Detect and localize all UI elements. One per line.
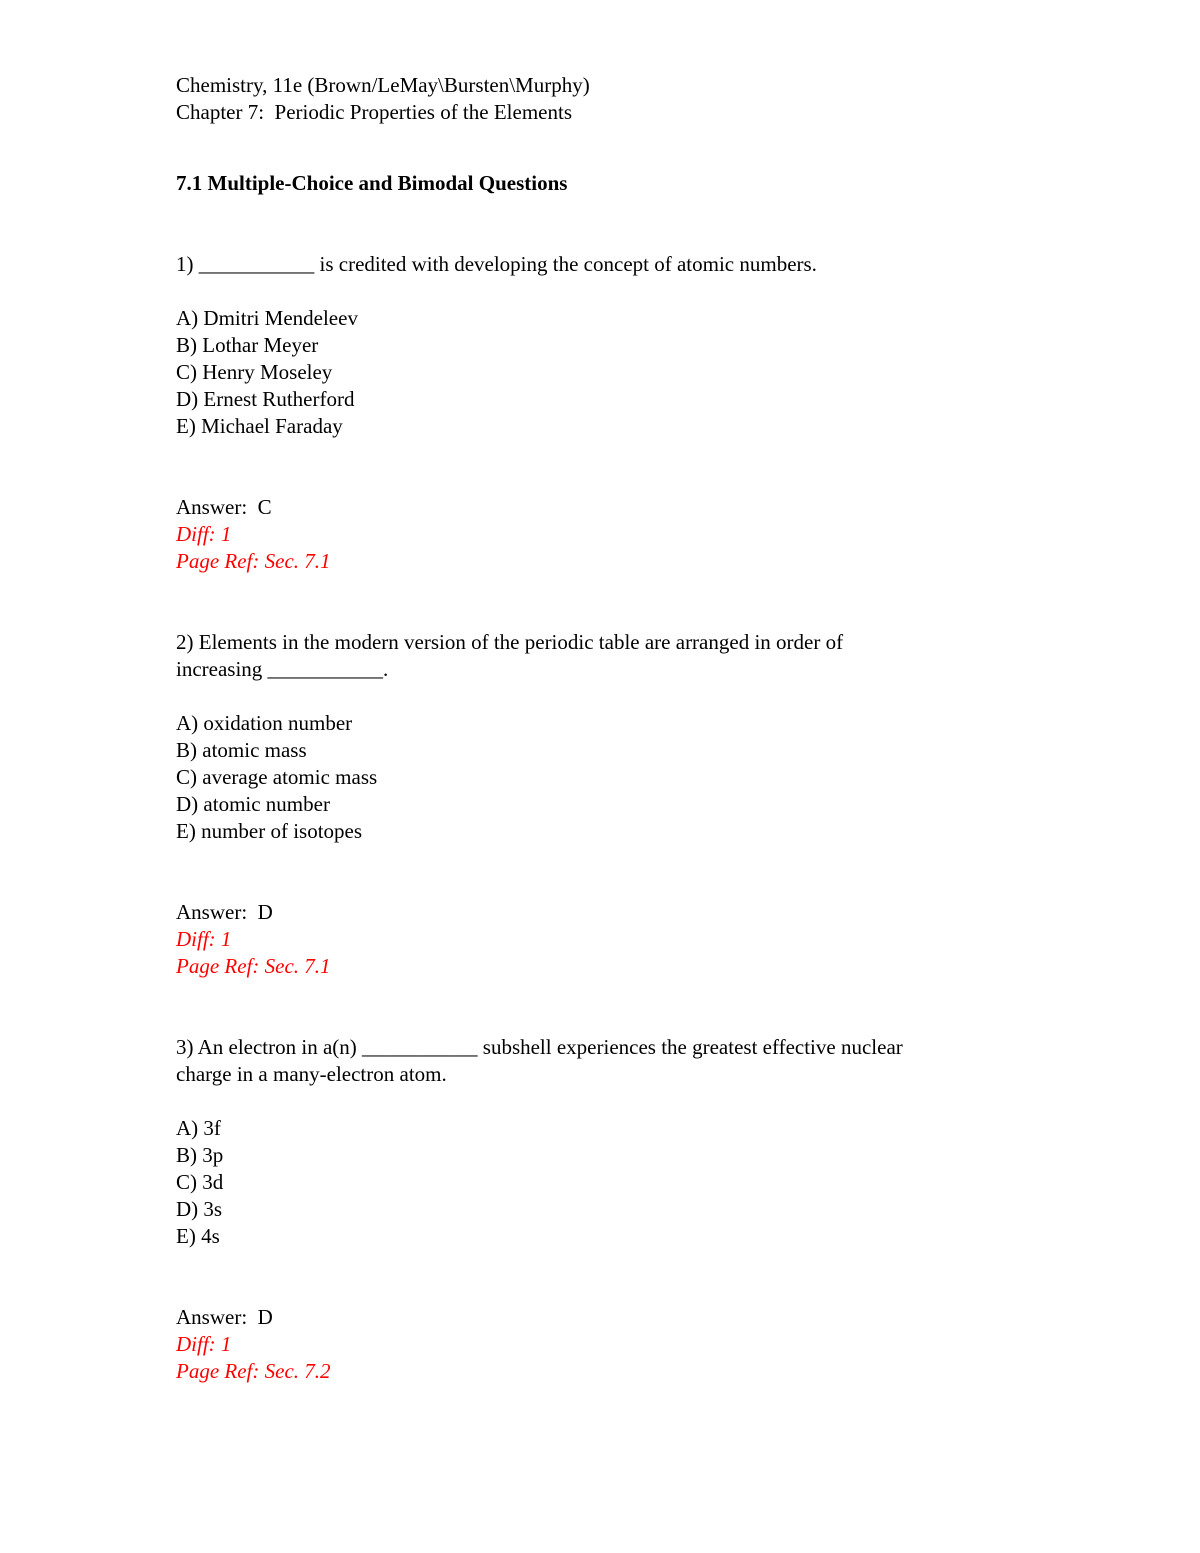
book-title: Chemistry, 11e (Brown/LeMay\Bursten\Murphy): [176, 73, 590, 97]
option-b: B) 3p: [176, 1143, 224, 1167]
option-e: E) Michael Faraday: [176, 414, 343, 438]
document-header: [176, 72, 1036, 126]
page-ref-line: Page Ref: Sec. 7.1: [176, 954, 331, 978]
option-b: B) atomic mass: [176, 738, 307, 762]
answer-line: Answer: C: [176, 495, 272, 519]
option-c: C) 3d: [176, 1170, 224, 1194]
question-text-line: 1) ___________ is credited with developing the concept of atomic numbers.: [176, 252, 817, 276]
page-ref-line: Page Ref: Sec. 7.2: [176, 1359, 331, 1383]
answer-block: [176, 1304, 1036, 1385]
section-heading: 7.1 Multiple-Choice and Bimodal Questions: [176, 171, 568, 195]
option-d: D) Ernest Rutherford: [176, 387, 355, 411]
answer-options: [176, 710, 1036, 845]
document-page: [176, 72, 1036, 1439]
option-d: D) atomic number: [176, 792, 330, 816]
question-text-line: 3) An electron in a(n) ___________ subshell experiences the greatest effective nuclear: [176, 1035, 903, 1059]
question-3: [176, 1034, 1036, 1385]
answer-line: Answer: D: [176, 900, 273, 924]
chapter-title: Chapter 7: Periodic Properties of the Elements: [176, 100, 572, 124]
option-e: E) number of isotopes: [176, 819, 363, 843]
page-ref-line: Page Ref: Sec. 7.1: [176, 549, 331, 573]
option-e: E) 4s: [176, 1224, 220, 1248]
answer-block: [176, 899, 1036, 980]
question-text: [176, 251, 1036, 278]
question-text-line: increasing ___________.: [176, 657, 389, 681]
option-a: A) oxidation number: [176, 711, 353, 735]
question-2: [176, 629, 1036, 980]
question-text: [176, 1034, 1036, 1088]
question-text-line: charge in a many-electron atom.: [176, 1062, 447, 1086]
option-c: C) average atomic mass: [176, 765, 378, 789]
answer-line: Answer: D: [176, 1305, 273, 1329]
option-b: B) Lothar Meyer: [176, 333, 319, 357]
answer-block: [176, 494, 1036, 575]
difficulty-line: Diff: 1: [176, 927, 232, 951]
question-1: [176, 251, 1036, 575]
option-a: A) 3f: [176, 1116, 221, 1140]
question-text: [176, 629, 1036, 683]
option-d: D) 3s: [176, 1197, 223, 1221]
answer-options: [176, 1115, 1036, 1250]
difficulty-line: Diff: 1: [176, 1332, 232, 1356]
option-a: A) Dmitri Mendeleev: [176, 306, 358, 330]
option-c: C) Henry Moseley: [176, 360, 333, 384]
question-text-line: 2) Elements in the modern version of the periodic table are arranged in order of: [176, 630, 844, 654]
answer-options: [176, 305, 1036, 440]
difficulty-line: Diff: 1: [176, 522, 232, 546]
